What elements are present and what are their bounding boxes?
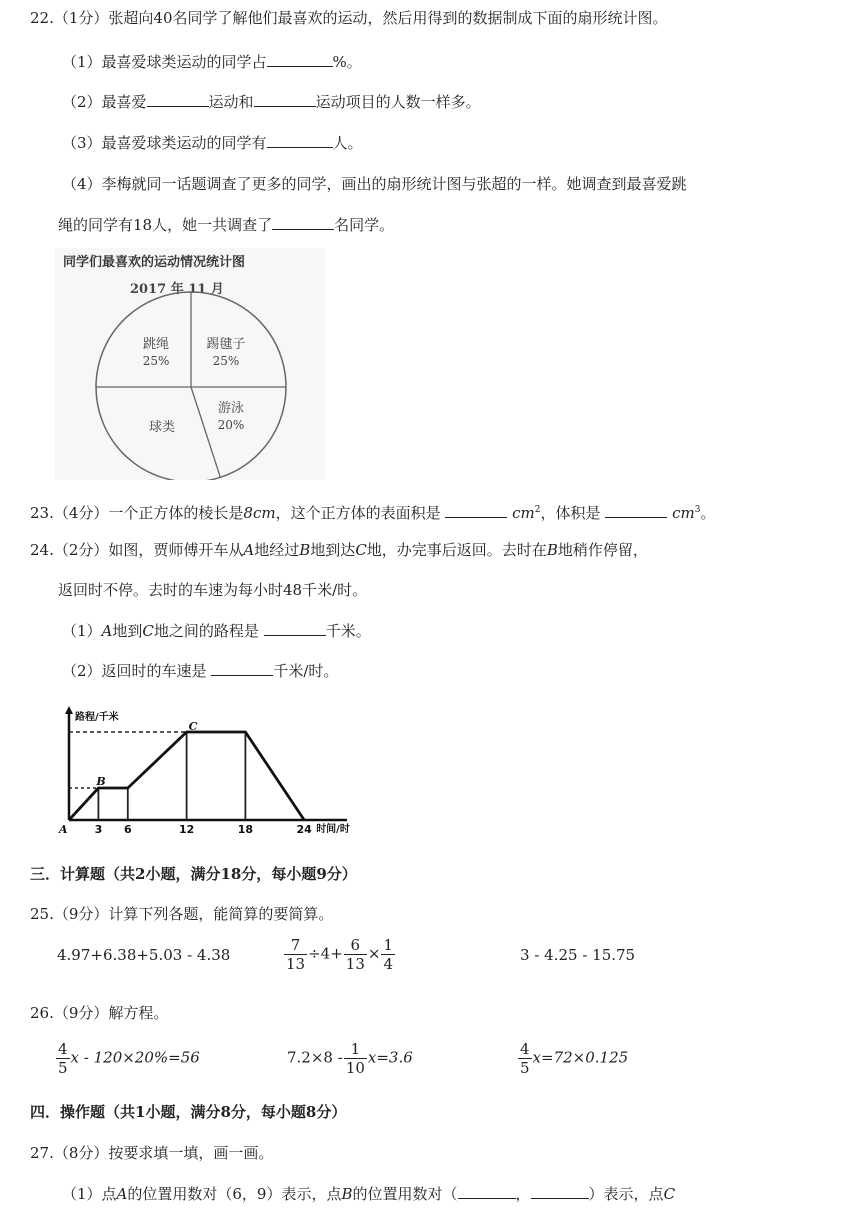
q23-end: 。 — [700, 504, 716, 522]
distance-time-graph — [55, 705, 360, 840]
pie-chart-svg — [55, 248, 325, 480]
pie-chart — [55, 248, 325, 480]
q23-mid: ，这个正方体的表面积是 — [275, 504, 441, 522]
q24-part1-c: C — [142, 622, 154, 640]
pie-title: 同学们最喜欢的运动情况统计图 — [63, 255, 246, 270]
graph-point-b: B — [96, 775, 106, 788]
q22-part3-unit: 人。 — [332, 134, 363, 152]
q27-point-a: A — [116, 1185, 128, 1203]
q23-text: 23.（4分）一个正方体的棱长是 — [30, 504, 244, 522]
q23-vol-unit: cm — [672, 504, 695, 522]
q24-text-1: 24.（2分）如图，贾师傅开车从 — [30, 541, 244, 559]
pie-slice-value: 25% — [142, 354, 170, 369]
section3-title: 三．计算题（共2小题，满分18分，每小题9分） — [30, 865, 357, 883]
graph-x-tick: 6 — [123, 823, 132, 836]
q22-part1-text: （1）最喜爱球类运动的同学占 — [62, 53, 267, 71]
q24-part2 — [62, 661, 338, 681]
q22-part2-mid: 运动和 — [208, 93, 254, 111]
q25-frac1-num: 7 — [284, 936, 307, 955]
q22-part1-unit: %。 — [332, 53, 362, 71]
q22-part2-blank-2[interactable] — [254, 92, 316, 107]
q24-text-3: 地到达 — [310, 541, 356, 559]
q24-part1-m1: 地到 — [112, 622, 143, 640]
q23-mid2: ，体积是 — [540, 504, 601, 522]
q26-eq1 — [55, 1040, 200, 1077]
graph-x-label: 时间/时 — [316, 824, 350, 835]
graph-x-tick: 12 — [178, 823, 195, 836]
q27-part1-pre: （1）点 — [62, 1185, 117, 1203]
pie-slice-label: 踢毽子 — [206, 337, 246, 353]
q27-part1-m2: 的位置用数对（ — [352, 1185, 458, 1203]
pie-slice-value: 25% — [212, 354, 240, 369]
q25-expr2 — [283, 936, 396, 973]
q27-point-c: C — [663, 1185, 676, 1203]
q23-area-unit: cm — [512, 504, 535, 522]
graph-point-a: A — [59, 823, 68, 836]
q26-eq3-den: 5 — [520, 1059, 530, 1077]
q26-eq1-num: 4 — [58, 1040, 68, 1058]
pie-slice-value: 20% — [217, 418, 245, 433]
q25-frac1-den: 13 — [286, 955, 306, 973]
q25-frac3-den: 4 — [383, 955, 393, 973]
q22-part3-blank[interactable] — [267, 133, 333, 148]
q22-header: 22.（1分）张超向40名同学了解他们最喜欢的运动，然后用得到的数据制成下面的扇形统计图。 — [30, 9, 668, 27]
q23-area-blank[interactable] — [445, 503, 507, 518]
distance-time-svg — [55, 705, 360, 840]
q27-part1 — [62, 1184, 675, 1204]
q22-part4-end: 名同学。 — [334, 216, 395, 234]
q24-part1-a: A — [101, 622, 113, 640]
q27-header: 27.（8分）按要求填一填，画一画。 — [30, 1144, 274, 1162]
q22-part2-end: 运动项目的人数一样多。 — [315, 93, 481, 111]
q26-eq2-den: 10 — [345, 1059, 365, 1077]
q22-part3-text: （3）最喜爱球类运动的同学有 — [62, 134, 267, 152]
graph-x-tick: 3 — [94, 823, 103, 836]
q24-part1-unit: 千米。 — [325, 622, 371, 640]
graph-y-arrow — [65, 706, 73, 714]
q22-part4-blank[interactable] — [272, 215, 334, 230]
graph-point-c: C — [188, 720, 198, 733]
q23-vol-sup: 3 — [694, 505, 701, 515]
q25-op2: × — [367, 944, 381, 963]
q22-part4-line2 — [58, 215, 394, 235]
q24-text-5: 地稍作停留， — [557, 541, 648, 559]
q24-text-4: 地，办完事后返回。去时在 — [366, 541, 547, 559]
q22-part2 — [62, 92, 481, 112]
q23-volume-blank[interactable] — [605, 503, 667, 518]
q23-area-sup: 2 — [534, 505, 541, 515]
q24-part1 — [62, 621, 371, 641]
q26-eq3 — [517, 1040, 628, 1077]
q22-part3 — [62, 133, 363, 153]
q27-blank-2[interactable] — [531, 1184, 589, 1199]
q23-line — [30, 500, 715, 523]
q25-expr3: 3 - 4.25 - 15.75 — [520, 946, 636, 964]
q27-part1-m3: ）表示，点 — [588, 1185, 664, 1203]
q24-line2: 返回时不停。去时的车速为每小时48千米/时。 — [58, 581, 368, 599]
q25-frac3 — [381, 936, 395, 973]
section4-title: 四．操作题（共1小题，满分8分，每小题8分） — [30, 1103, 347, 1121]
q24-point-c: C — [355, 541, 367, 559]
q26-eq3-frac — [518, 1040, 532, 1077]
q24-part1-m2: 地之间的路程是 — [153, 622, 259, 640]
pie-subtitle: 2017 年 11 月 — [130, 282, 224, 297]
q26-eq1-den: 5 — [58, 1059, 68, 1077]
q26-eq2-num: 1 — [344, 1040, 367, 1059]
pie-divider — [191, 387, 220, 477]
q25-frac1 — [284, 936, 307, 973]
graph-y-label: 路程/千米 — [75, 712, 119, 723]
q26-header: 26.（9分）解方程。 — [30, 1004, 169, 1022]
pie-slice-label: 球类 — [148, 419, 175, 435]
q24-part2-blank[interactable] — [211, 661, 273, 676]
q26-eq2-frac — [344, 1040, 367, 1077]
q25-frac3-num: 1 — [383, 936, 393, 954]
q26-eq1-frac — [56, 1040, 70, 1077]
graph-x-tick: 18 — [237, 823, 254, 836]
q22-part1 — [62, 52, 362, 72]
q24-text-2: 地经过 — [254, 541, 300, 559]
q24-part2-unit: 千米/时。 — [273, 662, 339, 680]
q25-frac2-num: 6 — [344, 936, 367, 955]
q22-part2-text: （2）最喜爱 — [62, 93, 147, 111]
q26-eq2-rest: x=3.6 — [367, 1048, 413, 1067]
q24-point-a: A — [243, 541, 255, 559]
q27-part1-m1: 的位置用数对（6，9）表示，点 — [127, 1185, 342, 1203]
q26-eq2-pre: 7.2×8 - — [287, 1048, 343, 1067]
q23-edge: 8 — [243, 504, 253, 522]
graph-x-tick: 24 — [296, 823, 312, 836]
q26-eq1-rest: x - 120×20%=56 — [70, 1048, 200, 1067]
q24-point-b: B — [299, 541, 311, 559]
q25-header: 25.（9分）计算下列各题，能简算的要简算。 — [30, 905, 334, 923]
q26-eq3-rest: x=72×0.125 — [532, 1048, 629, 1067]
pie-slice-label: 游泳 — [217, 401, 244, 417]
pie-slices — [96, 292, 286, 480]
q24-part1-pre: （1） — [62, 622, 102, 640]
q22-part4-text: 绳的同学有18人，她一共调查了 — [58, 216, 273, 234]
q27-blank-1[interactable] — [458, 1184, 516, 1199]
pie-slice-label: 跳绳 — [143, 337, 170, 353]
q24-line1 — [30, 540, 648, 560]
q22-part4-line1: （4）李梅就同一话题调查了更多的同学，画出的扇形统计图与张超的一样。她调查到最喜爱跳 — [62, 175, 687, 193]
q27-comma: ， — [515, 1185, 531, 1203]
q27-point-b: B — [341, 1185, 353, 1203]
q23-unit-cm: cm — [252, 504, 276, 522]
q24-part2-pre: （2）返回时的车速是 — [62, 662, 207, 680]
q24-point-b2: B — [546, 541, 558, 559]
q26-eq2 — [287, 1040, 413, 1077]
q26-eq3-num: 4 — [520, 1040, 530, 1058]
q22-part2-blank-1[interactable] — [147, 92, 209, 107]
q25-op1: ÷4+ — [308, 944, 343, 963]
q22-part1-blank[interactable] — [267, 52, 333, 67]
q25-frac2 — [344, 936, 367, 973]
q24-part1-blank[interactable] — [264, 621, 326, 636]
q25-expr1: 4.97+6.38+5.03 - 4.38 — [57, 946, 231, 964]
q25-frac2-den: 13 — [345, 955, 365, 973]
